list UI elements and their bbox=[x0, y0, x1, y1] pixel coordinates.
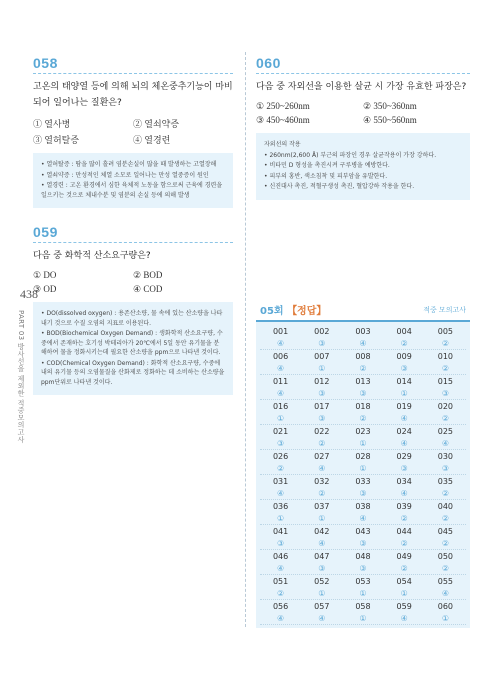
answer-key-tag: 【정답】 bbox=[287, 306, 327, 317]
answer-value: ④ bbox=[277, 364, 285, 373]
answer-number: 025 bbox=[437, 427, 454, 436]
answer-value: ④ bbox=[441, 439, 449, 448]
answer-number: 009 bbox=[396, 352, 412, 361]
answer-number: 042 bbox=[314, 527, 330, 536]
answer-number: 055 bbox=[437, 577, 454, 586]
answer-number-row bbox=[260, 401, 466, 413]
answer-value: ② bbox=[400, 539, 408, 548]
answer-value: ③ bbox=[359, 489, 367, 498]
answer-value: ② bbox=[277, 589, 285, 598]
answer-value-row bbox=[260, 513, 466, 525]
answer-value: ② bbox=[400, 564, 408, 573]
answer-value: ④ bbox=[318, 464, 326, 473]
answer-number: 019 bbox=[396, 402, 412, 411]
answer-value: ③ bbox=[318, 564, 326, 573]
answer-number: 001 bbox=[272, 327, 289, 336]
answer-number: 020 bbox=[437, 402, 454, 411]
answer-value: ② bbox=[441, 539, 449, 548]
answer-value: ④ bbox=[318, 614, 326, 623]
option-4[interactable]: ④ 열경련 bbox=[133, 135, 171, 145]
answer-number: 017 bbox=[314, 402, 330, 411]
question-text: 고온의 태양열 등에 의해 뇌의 체온중추기능이 마비되어 일어나는 질환은? bbox=[33, 82, 233, 108]
answer-value-row bbox=[260, 413, 466, 425]
answer-value: ① bbox=[400, 389, 408, 398]
options bbox=[256, 101, 470, 126]
answer-number: 033 bbox=[355, 477, 371, 486]
question-059 bbox=[33, 224, 233, 395]
explanation-box bbox=[33, 302, 233, 395]
option-3[interactable]: ③ 450~460nm bbox=[256, 115, 310, 125]
answer-number-row bbox=[260, 601, 466, 613]
answer-number: 043 bbox=[355, 527, 371, 536]
question-number: 058 bbox=[33, 55, 58, 71]
answer-number: 023 bbox=[355, 427, 371, 436]
answer-value: ③ bbox=[277, 439, 285, 448]
answer-number: 051 bbox=[272, 577, 289, 586]
part-label: PART 03 방사선을 제외한 적중모의고사 bbox=[17, 310, 25, 443]
answer-value: ④ bbox=[359, 514, 367, 523]
answer-number: 049 bbox=[396, 552, 412, 561]
answer-number-row bbox=[260, 451, 466, 463]
answer-value: ② bbox=[400, 514, 408, 523]
answer-number: 029 bbox=[396, 452, 412, 461]
answer-value: ③ bbox=[359, 564, 367, 573]
answer-value-row bbox=[260, 363, 466, 375]
answer-value-row bbox=[260, 538, 466, 550]
answer-value: ③ bbox=[318, 414, 326, 423]
answer-value: ① bbox=[359, 614, 367, 623]
answer-value: ② bbox=[277, 464, 285, 473]
answer-number: 022 bbox=[314, 427, 330, 436]
answer-number: 010 bbox=[437, 352, 454, 361]
answer-value: ② bbox=[441, 339, 449, 348]
answer-key-title bbox=[260, 302, 326, 317]
answer-number: 015 bbox=[437, 377, 454, 386]
answer-value: ② bbox=[441, 489, 449, 498]
answer-number: 007 bbox=[314, 352, 330, 361]
answer-value-row bbox=[260, 488, 466, 500]
explanation-line: • DO(dissolved oxygen) : 용존산소량, 물 속에 있는 산소량을 나타내기 것으로 수질 오염의 지표로 이용된다. bbox=[41, 310, 223, 327]
answer-value: ② bbox=[359, 414, 367, 423]
answer-value: ② bbox=[441, 364, 449, 373]
explanation-line: • 260nm(2,600 Å) 부근의 파장인 경우 살균작용이 가장 강하다. bbox=[264, 151, 437, 159]
answer-number: 021 bbox=[272, 427, 289, 436]
answer-number-row bbox=[260, 576, 466, 588]
answer-value: ② bbox=[359, 364, 367, 373]
answer-number-row bbox=[260, 326, 466, 338]
answer-value: ④ bbox=[441, 589, 449, 598]
answer-value: ① bbox=[277, 514, 285, 523]
answer-value-row bbox=[260, 613, 466, 625]
answer-number: 011 bbox=[272, 377, 289, 386]
option-2[interactable]: ② BOD bbox=[133, 270, 163, 280]
answer-value: ③ bbox=[359, 539, 367, 548]
options bbox=[33, 270, 233, 295]
answer-value: ③ bbox=[441, 389, 449, 398]
answer-number: 003 bbox=[355, 327, 371, 336]
answer-value: ② bbox=[318, 439, 326, 448]
answer-value-row bbox=[260, 463, 466, 475]
answer-number: 044 bbox=[396, 527, 412, 536]
answer-number: 014 bbox=[396, 377, 412, 386]
option-3[interactable]: ③ OD bbox=[33, 284, 57, 294]
answer-key bbox=[256, 302, 470, 628]
answer-number-row bbox=[260, 476, 466, 488]
question-text: 다음 중 자외선을 이용한 살균 시 가장 유효한 파장은? bbox=[256, 82, 467, 92]
answer-key-header bbox=[256, 302, 470, 322]
explanation-line: • 열허탈증 : 땀을 많이 흘려 염분손실이 많을 때 발생하는 고열장해 bbox=[41, 161, 217, 168]
answer-number: 032 bbox=[314, 477, 330, 486]
answer-number: 039 bbox=[396, 502, 412, 511]
answer-value: ① bbox=[318, 514, 326, 523]
answer-value: ② bbox=[441, 414, 449, 423]
answer-number: 013 bbox=[355, 377, 371, 386]
answer-number: 030 bbox=[437, 452, 454, 461]
answer-value: ③ bbox=[400, 464, 408, 473]
answer-value: ③ bbox=[318, 339, 326, 348]
option-1[interactable]: ① 250~260nm bbox=[256, 101, 310, 111]
explanation-line: • 열경련 : 고온 환경에서 심한 육체적 노동을 함으로써 근육에 경련을 일으키는 것으로 체내수분 및 염분의 손실 등에 의해 발생 bbox=[41, 182, 223, 199]
answer-number: 054 bbox=[396, 577, 412, 586]
answer-value-row bbox=[260, 438, 466, 450]
answer-value: ② bbox=[318, 489, 326, 498]
answer-number: 002 bbox=[314, 327, 330, 336]
answer-number: 034 bbox=[396, 477, 412, 486]
question-number: 059 bbox=[33, 224, 58, 240]
option-2[interactable]: ② 열쇠약증 bbox=[133, 119, 180, 129]
answer-number: 048 bbox=[355, 552, 371, 561]
answer-value: ③ bbox=[318, 389, 326, 398]
right-column bbox=[256, 55, 470, 200]
option-1[interactable]: ① DO bbox=[33, 270, 57, 280]
explanation-heading: 자외선의 작용 bbox=[264, 141, 301, 148]
answer-number: 018 bbox=[355, 402, 371, 411]
answer-value: ④ bbox=[400, 439, 408, 448]
question-rule bbox=[256, 73, 470, 74]
question-rule bbox=[33, 242, 233, 243]
answer-number: 041 bbox=[272, 527, 289, 536]
answer-number: 031 bbox=[272, 477, 289, 486]
explanation-box bbox=[256, 133, 470, 200]
left-column bbox=[33, 55, 233, 395]
answer-value-row bbox=[260, 388, 466, 400]
answer-value: ① bbox=[359, 439, 367, 448]
answer-value: ④ bbox=[318, 539, 326, 548]
answer-value: ④ bbox=[277, 564, 285, 573]
answer-number-row bbox=[260, 526, 466, 538]
answer-grid bbox=[256, 322, 470, 628]
answer-value: ④ bbox=[400, 489, 408, 498]
answer-number: 005 bbox=[437, 327, 454, 336]
page-number: 438 bbox=[20, 287, 38, 301]
option-1[interactable]: ① 열사병 bbox=[33, 119, 71, 129]
question-number: 060 bbox=[256, 55, 281, 71]
answer-number: 056 bbox=[272, 602, 289, 611]
answer-value: ① bbox=[318, 364, 326, 373]
explanation-line: • 피부의 홍반, 색소침착 및 피부암을 유발한다. bbox=[264, 172, 388, 180]
option-4[interactable]: ④ COD bbox=[133, 284, 163, 294]
answer-number: 036 bbox=[272, 502, 289, 511]
answer-number: 004 bbox=[396, 327, 412, 336]
answer-number: 006 bbox=[272, 352, 289, 361]
answer-number-row bbox=[260, 501, 466, 513]
answer-value: ① bbox=[359, 464, 367, 473]
option-4[interactable]: ④ 550~560nm bbox=[363, 115, 417, 125]
column-divider bbox=[245, 52, 246, 627]
answer-key-round: 05회 bbox=[260, 306, 284, 317]
answer-value: ④ bbox=[400, 614, 408, 623]
answer-number: 052 bbox=[314, 577, 330, 586]
answer-value: ④ bbox=[359, 339, 367, 348]
question-rule bbox=[33, 73, 233, 74]
answer-value: ① bbox=[441, 614, 449, 623]
answer-key-subtitle: 적중 모의고사 bbox=[423, 305, 466, 314]
answer-value-row bbox=[260, 563, 466, 575]
answer-value: ① bbox=[318, 589, 326, 598]
options bbox=[33, 117, 233, 146]
explanation-line: • 비타민 D 형성을 촉진시켜 구루병을 예방한다. bbox=[264, 162, 390, 169]
answer-value-row bbox=[260, 338, 466, 350]
answer-number: 037 bbox=[314, 502, 330, 511]
answer-value: ① bbox=[400, 589, 408, 598]
explanation-box bbox=[33, 153, 233, 208]
answer-value: ③ bbox=[400, 364, 408, 373]
answer-value-row bbox=[260, 588, 466, 600]
answer-value: ② bbox=[400, 339, 408, 348]
answer-value: ③ bbox=[359, 389, 367, 398]
question-text: 다음 중 화학적 산소요구량은? bbox=[33, 251, 151, 261]
answer-number: 057 bbox=[314, 602, 330, 611]
answer-number: 038 bbox=[355, 502, 371, 511]
answer-value: ③ bbox=[277, 539, 285, 548]
answer-number: 035 bbox=[437, 477, 454, 486]
answer-number: 016 bbox=[272, 402, 289, 411]
option-3[interactable]: ③ 열허탈증 bbox=[33, 135, 80, 145]
option-2[interactable]: ② 350~360nm bbox=[363, 101, 417, 111]
answer-number: 027 bbox=[314, 452, 330, 461]
answer-number: 059 bbox=[396, 602, 412, 611]
answer-number-row bbox=[260, 351, 466, 363]
answer-number-row bbox=[260, 551, 466, 563]
answer-number: 008 bbox=[355, 352, 371, 361]
answer-number: 024 bbox=[396, 427, 412, 436]
answer-number: 053 bbox=[355, 577, 371, 586]
answer-number: 040 bbox=[437, 502, 454, 511]
explanation-line: • 열쇠약증 : 만성적인 체열 소모로 일어나는 만성 열중증이 원인 bbox=[41, 171, 209, 179]
answer-value: ④ bbox=[277, 389, 285, 398]
explanation-line: • BOD(Biochemical Oxygen Demand) : 생화학적 산소요구량, 수중에서 존재하는 호기성 박테리아가 20℃에서 5일 동안 유기물을 분해하여 물을 정화시키는데 필요한 산소량을 ppm으로 나타낸 것이다. bbox=[41, 330, 223, 356]
answer-number: 050 bbox=[437, 552, 454, 561]
answer-number-row bbox=[260, 426, 466, 438]
answer-number: 045 bbox=[437, 527, 454, 536]
answer-value: ③ bbox=[441, 464, 449, 473]
answer-value: ④ bbox=[277, 339, 285, 348]
explanation-line: • 신진대사 촉진, 적혈구생성 촉진, 혈압강하 작용을 한다. bbox=[264, 183, 415, 190]
answer-number: 012 bbox=[314, 377, 330, 386]
answer-value: ④ bbox=[277, 489, 285, 498]
question-058 bbox=[33, 55, 233, 208]
answer-number: 060 bbox=[437, 602, 454, 611]
answer-value: ② bbox=[441, 564, 449, 573]
answer-number: 028 bbox=[355, 452, 371, 461]
answer-number: 058 bbox=[355, 602, 371, 611]
explanation-line: • COD(Chemical Oxygen Demand) : 화학적 산소요구량, 수중에 내의 유기물 등의 오염물질을 산화제로 정화하는 데 소비하는 산소량을 ppm단위로 나타낸 것이다. bbox=[41, 359, 225, 386]
answer-number: 047 bbox=[314, 552, 330, 561]
answer-number-row bbox=[260, 376, 466, 388]
answer-value: ② bbox=[441, 514, 449, 523]
answer-value: ① bbox=[359, 589, 367, 598]
answer-number: 046 bbox=[272, 552, 289, 561]
answer-value: ④ bbox=[400, 414, 408, 423]
answer-value: ④ bbox=[277, 614, 285, 623]
answer-value: ① bbox=[277, 414, 285, 423]
question-060 bbox=[256, 55, 470, 200]
answer-number: 026 bbox=[272, 452, 289, 461]
